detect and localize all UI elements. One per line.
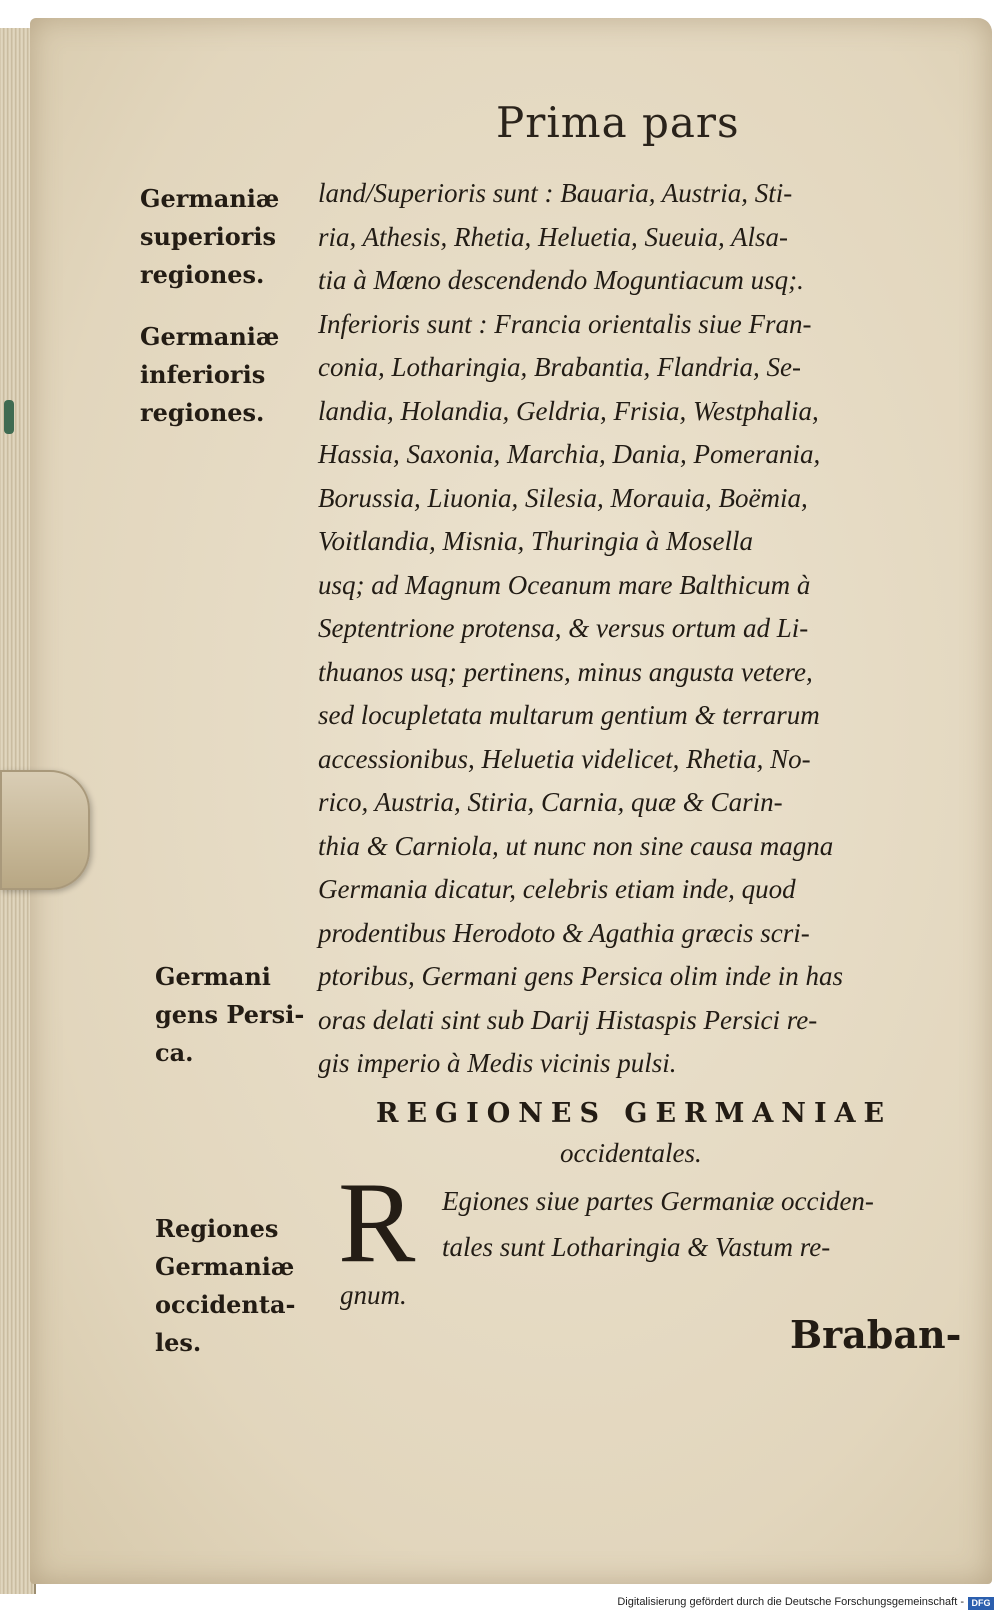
margin-note-line: les. bbox=[155, 1328, 202, 1357]
body-line: tia à Mœno descendendo Moguntiacum usq;. bbox=[318, 265, 804, 295]
margin-note-lower bbox=[140, 318, 279, 432]
green-tab-mark bbox=[4, 400, 14, 434]
margin-note-upper bbox=[140, 180, 279, 294]
body-line: conia, Lotharingia, Brabantia, Flandria, Se- bbox=[318, 352, 801, 382]
body-line: Septentrione protensa, & versus ortum ad Li- bbox=[318, 613, 809, 643]
body-line: landia, Holandia, Geldria, Frisia, Westphalia, bbox=[318, 395, 819, 426]
body-line: Germania dicatur, celebris etiam inde, quod bbox=[318, 874, 796, 904]
dfg-logo: DFG bbox=[968, 1597, 994, 1610]
footer-bar bbox=[0, 1594, 1000, 1614]
margin-note-line: Regiones bbox=[155, 1214, 279, 1243]
margin-note-line: occidenta- bbox=[155, 1290, 296, 1319]
margin-note-line: Germaniæ bbox=[140, 322, 280, 351]
body-line: Borussia, Liuonia, Silesia, Morauia, Boëmia, bbox=[318, 482, 808, 513]
body-line: thuanos usq; pertinens, minus angusta vetere, bbox=[318, 656, 813, 687]
section-line: gnum. bbox=[340, 1280, 407, 1310]
margin-note-line: Germaniæ bbox=[140, 184, 280, 213]
body-line: ptoribus, Germani gens Persica olim inde in has bbox=[318, 961, 843, 991]
body-line: ria, Athesis, Rhetia, Heluetia, Sueuia, Alsa- bbox=[318, 221, 788, 252]
body-line: usq; ad Magnum Oceanum mare Balthicum à bbox=[318, 569, 811, 600]
section-subtitle: occidentales. bbox=[560, 1138, 702, 1168]
body-line: rico, Austria, Stiria, Carnia, quæ & Carin- bbox=[318, 787, 783, 817]
footer-credit: Digitalisierung gefördert durch die Deutsche Forschungsgemeinschaft - bbox=[617, 1596, 964, 1608]
margin-note-occidentales bbox=[155, 1210, 295, 1362]
body-line: accessionibus, Heluetia videlicet, Rhetia, No- bbox=[318, 743, 811, 774]
section-line: Egiones siue partes Germaniæ occiden- bbox=[442, 1186, 874, 1216]
body-line: Inferioris sunt : Francia orientalis siue Fran- bbox=[318, 308, 812, 339]
margin-note-line: Germaniæ bbox=[155, 1252, 295, 1281]
margin-note-persica bbox=[155, 958, 304, 1072]
margin-note-line: regiones. bbox=[140, 398, 265, 427]
clasp-ribbon bbox=[0, 770, 90, 890]
margin-note-line: regiones. bbox=[140, 260, 265, 289]
running-head: Prima pars bbox=[496, 98, 740, 147]
body-line: gis imperio à Medis vicinis pulsi. bbox=[318, 1048, 677, 1078]
body-line: Hassia, Saxonia, Marchia, Dania, Pomerania, bbox=[318, 439, 821, 469]
body-line: land/Superioris sunt : Bauaria, Austria, Sti- bbox=[318, 178, 793, 208]
catchword: Braban- bbox=[790, 1312, 962, 1357]
margin-note-line: gens Persi- bbox=[155, 1000, 305, 1029]
margin-note-line: Germani bbox=[155, 962, 271, 991]
section-title: REGIONES GERMANIAE bbox=[376, 1098, 893, 1129]
margin-note-line: ca. bbox=[155, 1038, 194, 1067]
body-line: sed locupletata multarum gentium & terrarum bbox=[318, 700, 820, 730]
body-line: thia & Carniola, ut nunc non sine causa magna bbox=[318, 830, 834, 861]
body-line: Voitlandia, Misnia, Thuringia à Mosella bbox=[318, 526, 754, 556]
margin-note-line: inferioris bbox=[140, 360, 266, 389]
body-line: oras delati sint sub Darij Histaspis Persici re- bbox=[318, 1004, 818, 1035]
drop-cap: R bbox=[338, 1159, 416, 1287]
body-line: prodentibus Herodoto & Agathia græcis scri- bbox=[318, 917, 810, 948]
margin-note-line: superioris bbox=[140, 222, 277, 251]
section-line: tales sunt Lotharingia & Vastum re- bbox=[442, 1232, 831, 1262]
